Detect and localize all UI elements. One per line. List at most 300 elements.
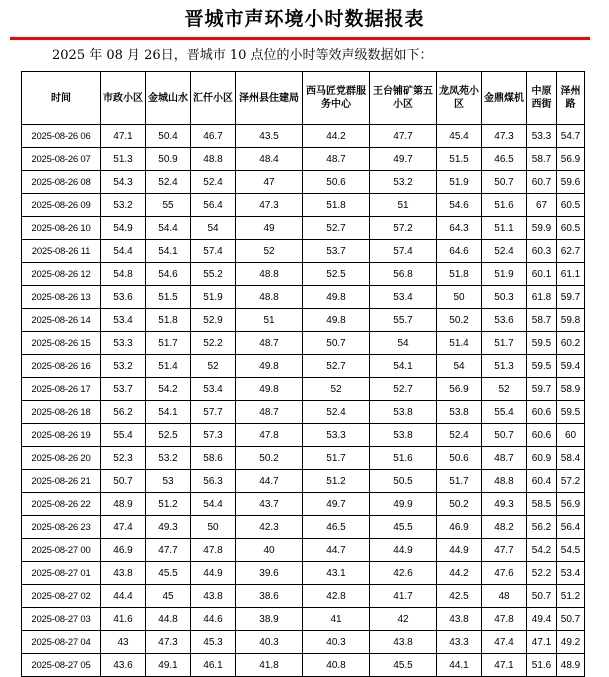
value-cell: 47.6	[482, 562, 527, 585]
value-cell: 60.4	[527, 470, 557, 493]
value-cell: 47.8	[236, 424, 303, 447]
value-cell: 50.3	[482, 286, 527, 309]
value-cell: 60.7	[527, 171, 557, 194]
value-cell: 44.1	[437, 654, 482, 677]
column-header: 金城山水	[146, 72, 191, 125]
value-cell: 52.4	[146, 171, 191, 194]
column-header: 汇仟小区	[191, 72, 236, 125]
table-row	[22, 493, 585, 516]
value-cell: 48	[482, 585, 527, 608]
value-cell: 49.8	[303, 286, 370, 309]
value-cell: 50.4	[146, 125, 191, 148]
value-cell: 51.7	[482, 332, 527, 355]
time-cell: 2025-08-26 13	[22, 286, 101, 309]
value-cell: 45.5	[370, 516, 437, 539]
table-row	[22, 309, 585, 332]
value-cell: 45.4	[437, 125, 482, 148]
value-cell: 54.4	[191, 493, 236, 516]
table-row	[22, 286, 585, 309]
time-cell: 2025-08-26 18	[22, 401, 101, 424]
value-cell: 62.7	[557, 240, 585, 263]
value-cell: 44.9	[370, 539, 437, 562]
value-cell: 49.7	[370, 148, 437, 171]
value-cell: 64.6	[437, 240, 482, 263]
value-cell: 47.1	[101, 125, 146, 148]
value-cell: 48.4	[236, 148, 303, 171]
value-cell: 43.8	[191, 585, 236, 608]
value-cell: 41	[303, 608, 370, 631]
time-cell: 2025-08-26 17	[22, 378, 101, 401]
value-cell: 54.4	[101, 240, 146, 263]
value-cell: 60.2	[557, 332, 585, 355]
time-cell: 2025-08-26 08	[22, 171, 101, 194]
value-cell: 56.9	[437, 378, 482, 401]
value-cell: 51.7	[303, 447, 370, 470]
column-header: 泽州路	[557, 72, 585, 125]
value-cell: 56.3	[191, 470, 236, 493]
value-cell: 53.4	[191, 378, 236, 401]
value-cell: 51	[236, 309, 303, 332]
value-cell: 50.5	[370, 470, 437, 493]
value-cell: 53.8	[437, 401, 482, 424]
value-cell: 48.7	[482, 447, 527, 470]
value-cell: 57.3	[191, 424, 236, 447]
value-cell: 44.2	[437, 562, 482, 585]
time-cell: 2025-08-27 03	[22, 608, 101, 631]
value-cell: 49.4	[527, 608, 557, 631]
value-cell: 51.5	[146, 286, 191, 309]
value-cell: 49.3	[146, 516, 191, 539]
value-cell: 52.5	[303, 263, 370, 286]
value-cell: 60.1	[527, 263, 557, 286]
value-cell: 54.2	[146, 378, 191, 401]
value-cell: 54.5	[557, 539, 585, 562]
value-cell: 41.7	[370, 585, 437, 608]
value-cell: 54.4	[146, 217, 191, 240]
value-cell: 44.4	[101, 585, 146, 608]
time-cell: 2025-08-26 11	[22, 240, 101, 263]
value-cell: 64.3	[437, 217, 482, 240]
value-cell: 38.6	[236, 585, 303, 608]
value-cell: 50.2	[437, 493, 482, 516]
value-cell: 59.5	[527, 332, 557, 355]
value-cell: 48.9	[101, 493, 146, 516]
value-cell: 42.5	[437, 585, 482, 608]
value-cell: 60.9	[527, 447, 557, 470]
value-cell: 48.7	[303, 148, 370, 171]
table-row	[22, 263, 585, 286]
value-cell: 40	[236, 539, 303, 562]
table-row	[22, 447, 585, 470]
value-cell: 54.1	[146, 240, 191, 263]
value-cell: 53.3	[101, 332, 146, 355]
value-cell: 40.8	[303, 654, 370, 677]
value-cell: 52.7	[303, 355, 370, 378]
value-cell: 60.6	[527, 401, 557, 424]
value-cell: 43.6	[101, 654, 146, 677]
value-cell: 51.5	[437, 148, 482, 171]
column-header: 中原西街	[527, 72, 557, 125]
value-cell: 57.7	[191, 401, 236, 424]
value-cell: 46.1	[191, 654, 236, 677]
value-cell: 53.4	[557, 562, 585, 585]
value-cell: 52.5	[146, 424, 191, 447]
time-cell: 2025-08-27 01	[22, 562, 101, 585]
value-cell: 47.7	[482, 539, 527, 562]
time-cell: 2025-08-26 16	[22, 355, 101, 378]
table-row	[22, 608, 585, 631]
value-cell: 56.8	[370, 263, 437, 286]
page-title: 晋城市声环境小时数据报表	[184, 8, 425, 30]
value-cell: 49.1	[146, 654, 191, 677]
table-body	[22, 125, 585, 677]
value-cell: 61.8	[527, 286, 557, 309]
value-cell: 44.8	[146, 608, 191, 631]
table-row	[22, 148, 585, 171]
value-cell: 43.8	[437, 608, 482, 631]
value-cell: 47.7	[146, 539, 191, 562]
value-cell: 50.7	[303, 332, 370, 355]
value-cell: 43.7	[236, 493, 303, 516]
value-cell: 51.7	[146, 332, 191, 355]
value-cell: 52	[303, 378, 370, 401]
value-cell: 53.8	[370, 401, 437, 424]
table-header-row	[22, 72, 585, 125]
value-cell: 59.8	[557, 309, 585, 332]
table-row	[22, 401, 585, 424]
value-cell: 53.3	[303, 424, 370, 447]
table-row	[22, 631, 585, 654]
value-cell: 44.2	[303, 125, 370, 148]
value-cell: 46.9	[101, 539, 146, 562]
report-subtitle: 2025 年 08 月 26日，晋城市 10 点位的小时等效声级数据如下：	[52, 48, 433, 63]
value-cell: 55.2	[191, 263, 236, 286]
column-header: 泽州县住建局	[236, 72, 303, 125]
value-cell: 48.9	[557, 654, 585, 677]
value-cell: 46.7	[191, 125, 236, 148]
value-cell: 43.5	[236, 125, 303, 148]
table-row	[22, 217, 585, 240]
value-cell: 49.9	[370, 493, 437, 516]
value-cell: 53.4	[101, 309, 146, 332]
value-cell: 55.4	[101, 424, 146, 447]
value-cell: 57.4	[370, 240, 437, 263]
value-cell: 42	[370, 608, 437, 631]
value-cell: 61.1	[557, 263, 585, 286]
value-cell: 53.8	[370, 424, 437, 447]
value-cell: 53.2	[370, 171, 437, 194]
value-cell: 58.5	[527, 493, 557, 516]
value-cell: 46.5	[303, 516, 370, 539]
value-cell: 49.8	[236, 355, 303, 378]
table-row	[22, 585, 585, 608]
value-cell: 48.7	[236, 401, 303, 424]
time-cell: 2025-08-26 21	[22, 470, 101, 493]
value-cell: 53.2	[101, 194, 146, 217]
value-cell: 60.5	[557, 217, 585, 240]
value-cell: 42.8	[303, 585, 370, 608]
value-cell: 60.6	[527, 424, 557, 447]
value-cell: 53	[146, 470, 191, 493]
value-cell: 51.6	[482, 194, 527, 217]
table-row	[22, 240, 585, 263]
value-cell: 58.4	[557, 447, 585, 470]
value-cell: 51.8	[303, 194, 370, 217]
value-cell: 55.7	[370, 309, 437, 332]
value-cell: 51.2	[146, 493, 191, 516]
value-cell: 42.6	[370, 562, 437, 585]
time-cell: 2025-08-26 06	[22, 125, 101, 148]
table-row	[22, 194, 585, 217]
value-cell: 53.4	[370, 286, 437, 309]
value-cell: 52.4	[482, 240, 527, 263]
value-cell: 47.1	[527, 631, 557, 654]
table-row	[22, 378, 585, 401]
value-cell: 43.8	[101, 562, 146, 585]
time-cell: 2025-08-26 23	[22, 516, 101, 539]
value-cell: 44.7	[236, 470, 303, 493]
time-cell: 2025-08-27 05	[22, 654, 101, 677]
value-cell: 47.3	[236, 194, 303, 217]
value-cell: 49.3	[482, 493, 527, 516]
table-row	[22, 171, 585, 194]
value-cell: 39.6	[236, 562, 303, 585]
value-cell: 54.7	[557, 125, 585, 148]
value-cell: 57.4	[191, 240, 236, 263]
time-cell: 2025-08-27 04	[22, 631, 101, 654]
value-cell: 53.7	[303, 240, 370, 263]
value-cell: 52.9	[191, 309, 236, 332]
value-cell: 52.4	[191, 171, 236, 194]
value-cell: 58.7	[527, 309, 557, 332]
value-cell: 38.9	[236, 608, 303, 631]
value-cell: 56.2	[527, 516, 557, 539]
value-cell: 49.7	[303, 493, 370, 516]
value-cell: 50.2	[236, 447, 303, 470]
value-cell: 47	[236, 171, 303, 194]
table-row	[22, 332, 585, 355]
time-cell: 2025-08-26 12	[22, 263, 101, 286]
value-cell: 51.8	[437, 263, 482, 286]
value-cell: 48.8	[236, 286, 303, 309]
value-cell: 59.9	[527, 217, 557, 240]
value-cell: 53.6	[101, 286, 146, 309]
column-header: 龙凤苑小区	[437, 72, 482, 125]
value-cell: 47.7	[370, 125, 437, 148]
value-cell: 47.4	[482, 631, 527, 654]
value-cell: 48.8	[482, 470, 527, 493]
time-cell: 2025-08-26 14	[22, 309, 101, 332]
value-cell: 45.3	[191, 631, 236, 654]
value-cell: 59.6	[557, 171, 585, 194]
value-cell: 49.8	[236, 378, 303, 401]
value-cell: 48.2	[482, 516, 527, 539]
value-cell: 55	[146, 194, 191, 217]
value-cell: 47.3	[482, 125, 527, 148]
value-cell: 53.6	[482, 309, 527, 332]
value-cell: 52.7	[303, 217, 370, 240]
value-cell: 51.2	[303, 470, 370, 493]
value-cell: 53.2	[101, 355, 146, 378]
value-cell: 54.1	[370, 355, 437, 378]
time-cell: 2025-08-26 15	[22, 332, 101, 355]
column-header: 王台铺矿第五小区	[370, 72, 437, 125]
value-cell: 51.6	[370, 447, 437, 470]
column-header: 西马匠党群服务中心	[303, 72, 370, 125]
value-cell: 49	[236, 217, 303, 240]
value-cell: 41.6	[101, 608, 146, 631]
value-cell: 51.9	[482, 263, 527, 286]
value-cell: 50.9	[146, 148, 191, 171]
value-cell: 50.6	[303, 171, 370, 194]
value-cell: 48.8	[191, 148, 236, 171]
value-cell: 48.8	[236, 263, 303, 286]
value-cell: 54.9	[101, 217, 146, 240]
time-cell: 2025-08-26 07	[22, 148, 101, 171]
value-cell: 50.7	[482, 424, 527, 447]
table-row	[22, 125, 585, 148]
value-cell: 57.2	[557, 470, 585, 493]
value-cell: 52	[482, 378, 527, 401]
value-cell: 52.2	[191, 332, 236, 355]
value-cell: 46.5	[482, 148, 527, 171]
value-cell: 56.2	[101, 401, 146, 424]
value-cell: 51.9	[437, 171, 482, 194]
value-cell: 56.9	[557, 493, 585, 516]
value-cell: 47.8	[482, 608, 527, 631]
value-cell: 50.7	[482, 171, 527, 194]
value-cell: 43.1	[303, 562, 370, 585]
value-cell: 42.3	[236, 516, 303, 539]
value-cell: 53.2	[146, 447, 191, 470]
value-cell: 51.1	[482, 217, 527, 240]
time-cell: 2025-08-26 10	[22, 217, 101, 240]
value-cell: 51.3	[482, 355, 527, 378]
table-row	[22, 654, 585, 677]
value-cell: 54.1	[146, 401, 191, 424]
value-cell: 47.4	[101, 516, 146, 539]
value-cell: 44.7	[303, 539, 370, 562]
value-cell: 45.5	[146, 562, 191, 585]
value-cell: 46.9	[437, 516, 482, 539]
value-cell: 44.9	[191, 562, 236, 585]
value-cell: 50.7	[557, 608, 585, 631]
value-cell: 52	[191, 355, 236, 378]
value-cell: 59.7	[557, 286, 585, 309]
value-cell: 50.6	[437, 447, 482, 470]
value-cell: 50.2	[437, 309, 482, 332]
value-cell: 58.7	[527, 148, 557, 171]
value-cell: 56.4	[557, 516, 585, 539]
value-cell: 51	[370, 194, 437, 217]
value-cell: 51.6	[527, 654, 557, 677]
value-cell: 54.8	[101, 263, 146, 286]
value-cell: 44.6	[191, 608, 236, 631]
noise-data-table	[21, 71, 585, 677]
value-cell: 52.4	[437, 424, 482, 447]
column-header: 市政小区	[101, 72, 146, 125]
value-cell: 51.2	[557, 585, 585, 608]
value-cell: 53.7	[101, 378, 146, 401]
table-row	[22, 470, 585, 493]
value-cell: 51.3	[101, 148, 146, 171]
value-cell: 54.3	[101, 171, 146, 194]
value-cell: 41.8	[236, 654, 303, 677]
table-row	[22, 424, 585, 447]
value-cell: 54	[437, 355, 482, 378]
value-cell: 51.7	[437, 470, 482, 493]
value-cell: 50	[191, 516, 236, 539]
value-cell: 43.3	[437, 631, 482, 654]
value-cell: 59.5	[527, 355, 557, 378]
table-row	[22, 562, 585, 585]
value-cell: 57.2	[370, 217, 437, 240]
value-cell: 54.6	[146, 263, 191, 286]
value-cell: 50.7	[101, 470, 146, 493]
value-cell: 52	[236, 240, 303, 263]
value-cell: 48.7	[236, 332, 303, 355]
time-cell: 2025-08-26 19	[22, 424, 101, 447]
value-cell: 52.4	[303, 401, 370, 424]
value-cell: 55.4	[482, 401, 527, 424]
value-cell: 54	[370, 332, 437, 355]
value-cell: 53.3	[527, 125, 557, 148]
value-cell: 50	[437, 286, 482, 309]
value-cell: 59.4	[557, 355, 585, 378]
value-cell: 40.3	[236, 631, 303, 654]
value-cell: 47.1	[482, 654, 527, 677]
value-cell: 58.9	[557, 378, 585, 401]
value-cell: 47.3	[146, 631, 191, 654]
time-cell: 2025-08-27 00	[22, 539, 101, 562]
value-cell: 54.2	[527, 539, 557, 562]
value-cell: 49.8	[303, 309, 370, 332]
value-cell: 45	[146, 585, 191, 608]
value-cell: 44.9	[437, 539, 482, 562]
value-cell: 51.4	[146, 355, 191, 378]
value-cell: 58.6	[191, 447, 236, 470]
value-cell: 59.7	[527, 378, 557, 401]
table-row	[22, 539, 585, 562]
time-cell: 2025-08-26 22	[22, 493, 101, 516]
value-cell: 50.7	[527, 585, 557, 608]
value-cell: 60	[557, 424, 585, 447]
time-cell: 2025-08-27 02	[22, 585, 101, 608]
column-header: 金鼎煤机	[482, 72, 527, 125]
value-cell: 47.8	[191, 539, 236, 562]
table-row	[22, 355, 585, 378]
value-cell: 60.3	[527, 240, 557, 263]
value-cell: 49.2	[557, 631, 585, 654]
value-cell: 56.4	[191, 194, 236, 217]
value-cell: 45.5	[370, 654, 437, 677]
value-cell: 56.9	[557, 148, 585, 171]
value-cell: 51.4	[437, 332, 482, 355]
value-cell: 40.3	[303, 631, 370, 654]
value-cell: 43	[101, 631, 146, 654]
table-row	[22, 516, 585, 539]
time-cell: 2025-08-26 20	[22, 447, 101, 470]
column-header: 时间	[22, 72, 101, 125]
title-divider	[10, 37, 590, 40]
time-cell: 2025-08-26 09	[22, 194, 101, 217]
value-cell: 52.3	[101, 447, 146, 470]
value-cell: 67	[527, 194, 557, 217]
value-cell: 60.5	[557, 194, 585, 217]
value-cell: 54.6	[437, 194, 482, 217]
value-cell: 52.2	[527, 562, 557, 585]
value-cell: 52.7	[370, 378, 437, 401]
